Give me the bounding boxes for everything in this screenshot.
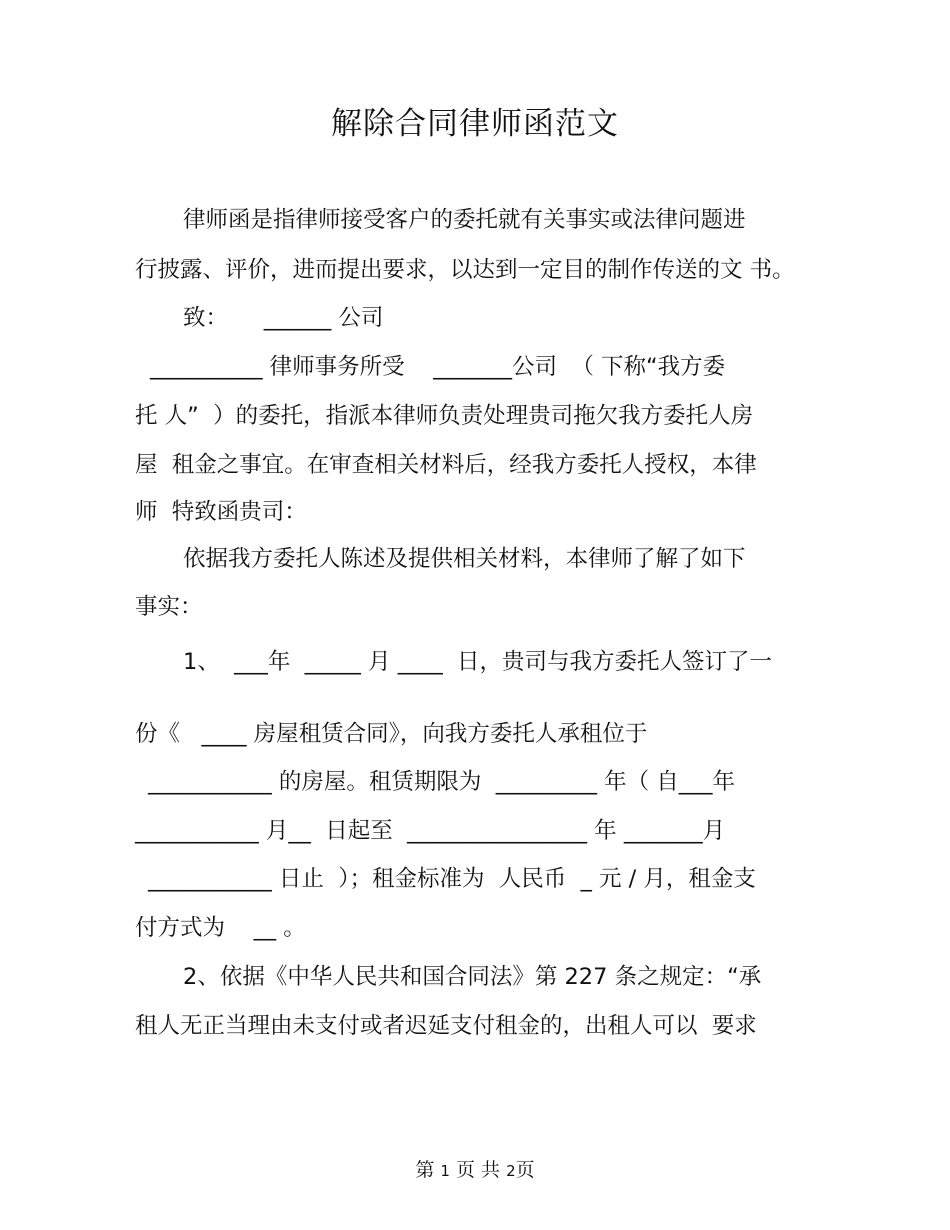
- document-title: 解除合同律师函范文: [331, 106, 619, 142]
- paragraph-line: 依据我方委托人陈述及提供相关材料，本律师了解了如下: [183, 546, 746, 572]
- paragraph-line: 致： ______ 公司: [183, 305, 384, 331]
- footer-middle: 页 共: [449, 1159, 507, 1181]
- paragraph-line: 份《 ____ 房屋租赁合同》，向我方委托人承租位于: [135, 721, 648, 747]
- footer-prefix: 第: [415, 1159, 441, 1181]
- paragraph-line: 行披露、评价，进而提出要求，以达到一定目的制作传送的文 书。: [135, 257, 795, 283]
- paragraph-line: 事实：: [135, 594, 203, 620]
- paragraph-line: 2、依据《中华人民共和国合同法》第 227 条之规定：“承: [183, 964, 762, 990]
- paragraph-line: 托 人” ）的委托，指派本律师负责处理贵司拖欠我方委托人房: [135, 403, 754, 429]
- footer-suffix: 页: [515, 1159, 535, 1181]
- paragraph-line: 师 特致函贵司：: [135, 499, 307, 525]
- paragraph-line: ___________ 日止 ）；租金标准为 人民币 _ 元 / 月，租金支: [148, 866, 756, 892]
- paragraph-line: 屋 租金之事宜。在审查相关材料后，经我方委托人授权，本律: [135, 452, 757, 478]
- paragraph-line: ___________ 的房屋。租赁期限为 _________ 年（ 自___年: [148, 769, 736, 795]
- paragraph-line: ___________ 月__ 日起至 ________________ 年 _______月: [135, 818, 726, 844]
- paragraph-line: 付方式为 __ 。: [135, 915, 306, 941]
- paragraph-line: __________ 律师事务所受 _______公司 （ 下称“我方委: [150, 354, 726, 380]
- paragraph-line: 1、 ___年 _____ 月 ____ 日，贵司与我方委托人签订了一: [183, 649, 773, 675]
- page-footer: [0, 1155, 950, 1182]
- paragraph-line: 律师函是指律师接受客户的委托就有关事实或法律问题进: [183, 207, 746, 233]
- paragraph-line: 租人无正当理由未支付或者迟延支付租金的，出租人可以 要求: [135, 1013, 757, 1039]
- footer-page-number: 1: [440, 1162, 450, 1180]
- footer-total-pages: 2: [506, 1162, 516, 1180]
